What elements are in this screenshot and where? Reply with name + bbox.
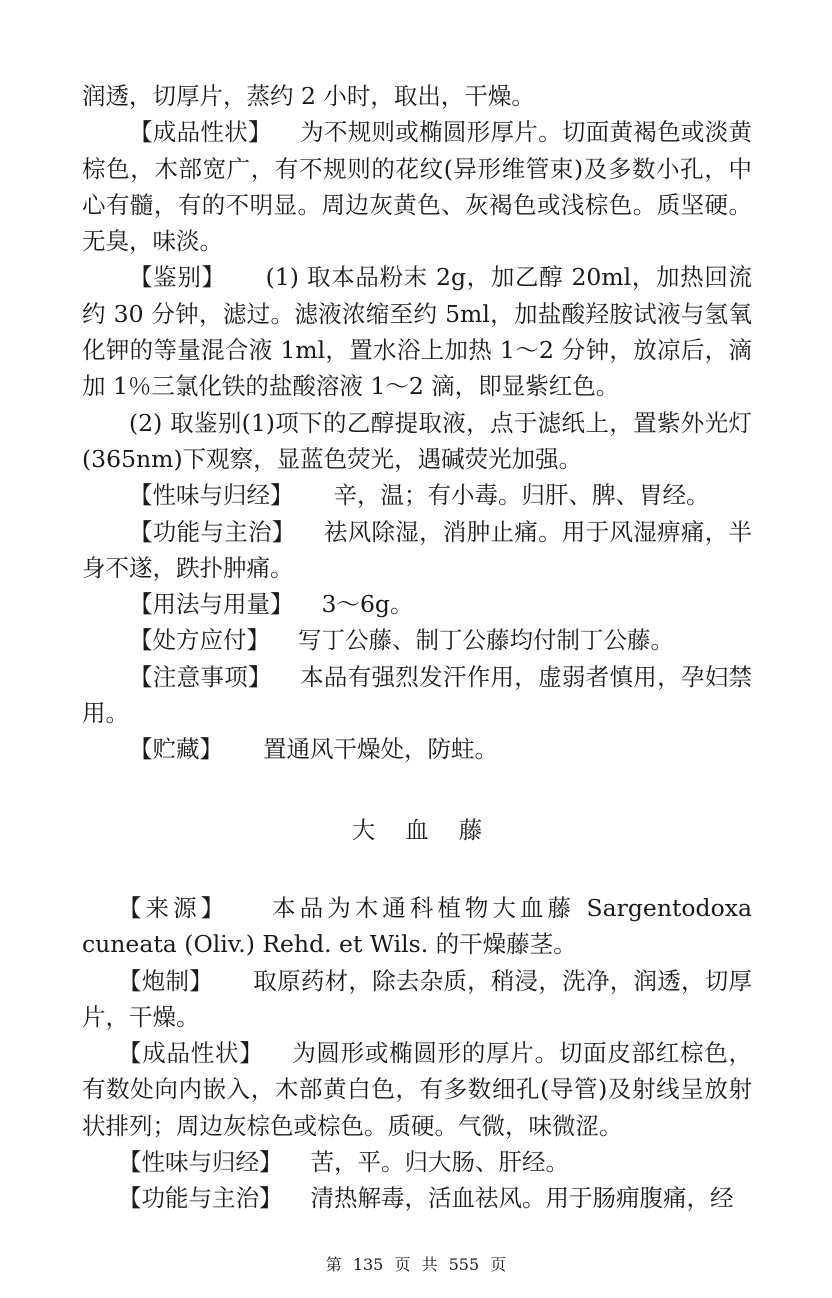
section-text: 3～6g。 (321, 590, 414, 619)
section-text: 清热解毒，活血祛风。用于肠痈腹痛，经 (310, 1184, 734, 1213)
nature-section (82, 477, 752, 513)
function-section (82, 514, 752, 587)
section-text: 辛，温；有小毒。归肝、脾、胃经。 (333, 481, 710, 510)
section-heading: 【性味与归经】 (118, 1148, 283, 1177)
source-section (82, 890, 752, 963)
prescription-section (82, 622, 752, 658)
section-text: 本品为木通科植物大血藤 Sargentodoxa cuneata (Oliv.) Rehd. et Wils. 的干燥藤茎。 (82, 893, 753, 959)
section-text: 为圆形或椭圆形的厚片。切面皮部红棕色，有数处向内嵌入，木部黄白色，有多数细孔(导管)及射线呈放射状排列；周边灰棕色或棕色。质硬。气微，味微涩。 (82, 1039, 753, 1140)
section-heading: 【成品性状】 (129, 118, 272, 147)
traits-section-2 (82, 1035, 752, 1144)
nature-section-2 (82, 1144, 752, 1180)
section-heading: 【用法与用量】 (129, 590, 294, 619)
section-heading: 【贮藏】 (129, 735, 223, 764)
entry-title: 大血藤 (351, 815, 513, 844)
section-text: (1) 取本品粉末 2g，加乙醇 20ml，加热回流约 30 分钟，滤过。滤液浓缩至约 5ml，加盐酸羟胺试液与氢氧化钾的等量混合液 1ml，置水浴上加热 1～2 分钟，放凉后，滴加 1％三氯化铁的盐酸溶液 1～2 滴，即显紫红色。 (82, 263, 752, 401)
function-section-2 (82, 1180, 752, 1216)
section-text: 为不规则或椭圆形厚片。切面黄褐色或淡黄棕色，木部宽广，有不规则的花纹(异形维管束)及多数小孔，中心有髓，有的不明显。周边灰黄色、灰褐色或浅棕色。质坚硬。无臭，味淡。 (82, 118, 753, 256)
section-heading: 【来源】 (118, 893, 229, 922)
identification-section (82, 259, 752, 404)
section-text: 苦，平。归大肠、肝经。 (310, 1148, 569, 1177)
page-number: 第 135 页 共 555 页 (325, 1255, 507, 1274)
section-text: 祛风除湿，消肿止痛。用于风湿痹痛，半身不遂，跌扑肿痛。 (82, 517, 753, 582)
section-heading: 【注意事项】 (129, 662, 272, 691)
section-text: 置通风干燥处，防蛀。 (263, 735, 498, 764)
identification-item-2: (2) 取鉴别(1)项下的乙醇提取液，点于滤纸上，置紫外光灯(365nm)下观察，显蓝色荧光，遇碱荧光加强。 (82, 408, 752, 473)
section-text: 写丁公藤、制丁公藤均付制丁公藤。 (298, 626, 674, 655)
section-heading: 【功能与主治】 (129, 517, 296, 546)
section-heading: 【鉴别】 (129, 263, 226, 292)
section-heading: 【炮制】 (118, 966, 214, 995)
continued-paragraph: 润透，切厚片，蒸约 2 小时，取出，干燥。 (82, 82, 535, 110)
section-heading: 【成品性状】 (118, 1039, 264, 1068)
usage-section (82, 586, 752, 622)
section-heading: 【处方应付】 (129, 626, 270, 655)
section-text: 取原药材，除去杂质，稍浸，洗净，润透，切厚片，干燥。 (82, 966, 753, 1031)
processing-section (82, 963, 752, 1036)
storage-section (82, 731, 752, 767)
traits-section (82, 114, 752, 259)
section-heading: 【性味与归经】 (129, 481, 294, 510)
document-page (82, 78, 752, 1217)
caution-section (82, 659, 752, 732)
section-text: 本品有强烈发汗作用，虚弱者慎用，孕妇禁用。 (82, 662, 753, 728)
section-heading: 【功能与主治】 (118, 1184, 283, 1213)
